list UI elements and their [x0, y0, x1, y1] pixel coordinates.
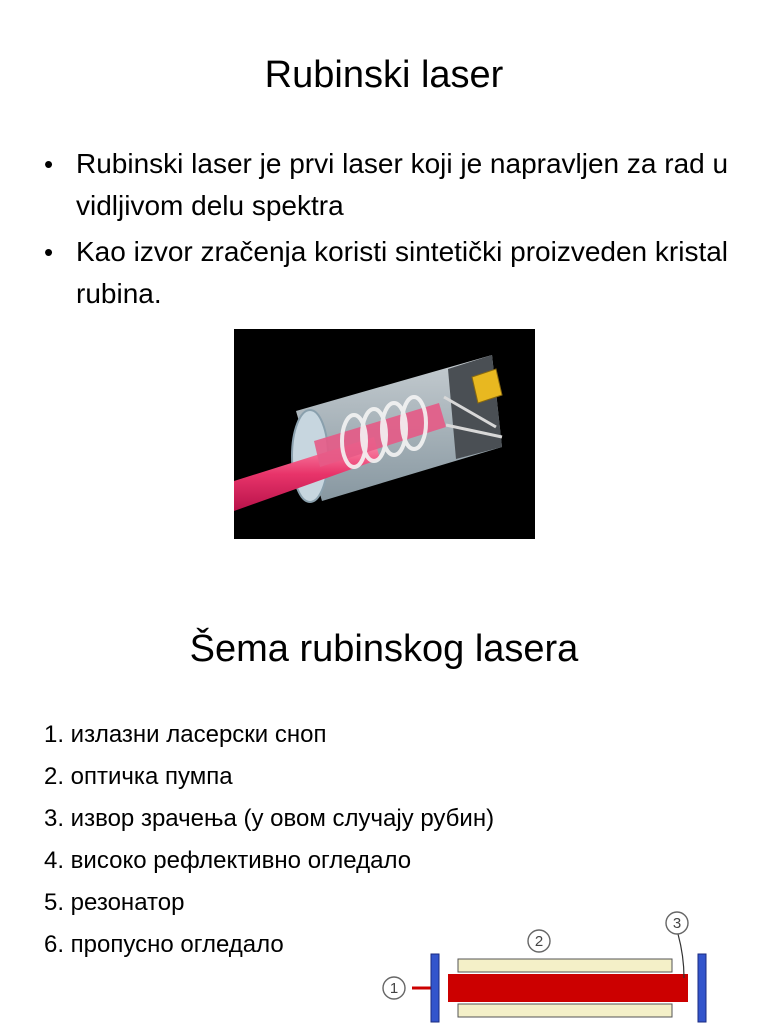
bullet-list — [44, 143, 734, 319]
bullet-text: Rubinski laser je prvi laser koji je napravljen za rad u vidljivom delu spektra — [76, 148, 729, 221]
list-item: 3. извор зрачења (у овом случају рубин) — [44, 805, 495, 832]
partial-mirror — [431, 954, 439, 1022]
reflective-mirror — [698, 954, 706, 1022]
diagram-label: 2 — [534, 933, 544, 950]
bullet-text: Kao izvor zračenja koristi sintetički proizveden kristal rubina. — [76, 236, 729, 309]
laser-schema-diagram — [378, 906, 718, 1024]
slide-title: Šema rubinskog lasera — [189, 628, 579, 670]
bullet-icon: • — [44, 237, 54, 267]
list-item: 4. високо рефлективно огледало — [44, 847, 412, 874]
list-item: 1. излазни ласерски сноп — [44, 721, 327, 748]
list-item: 5. резонатор — [44, 889, 185, 916]
optical-pump-top — [458, 959, 672, 972]
ruby-laser-illustration — [234, 329, 535, 539]
diagram-label: 1 — [389, 980, 399, 997]
optical-pump-bottom — [458, 1004, 672, 1017]
ruby-laser-photo — [234, 329, 535, 539]
ruby-rod — [448, 974, 688, 1002]
bullet-item — [44, 143, 734, 227]
bullet-icon: • — [44, 149, 54, 179]
diagram-label: 3 — [672, 915, 682, 932]
bullet-item — [44, 231, 734, 315]
list-item: 6. пропусно огледало — [44, 931, 284, 958]
list-item: 2. оптичка пумпа — [44, 763, 233, 790]
slide-title: Rubinski laser — [264, 54, 504, 96]
